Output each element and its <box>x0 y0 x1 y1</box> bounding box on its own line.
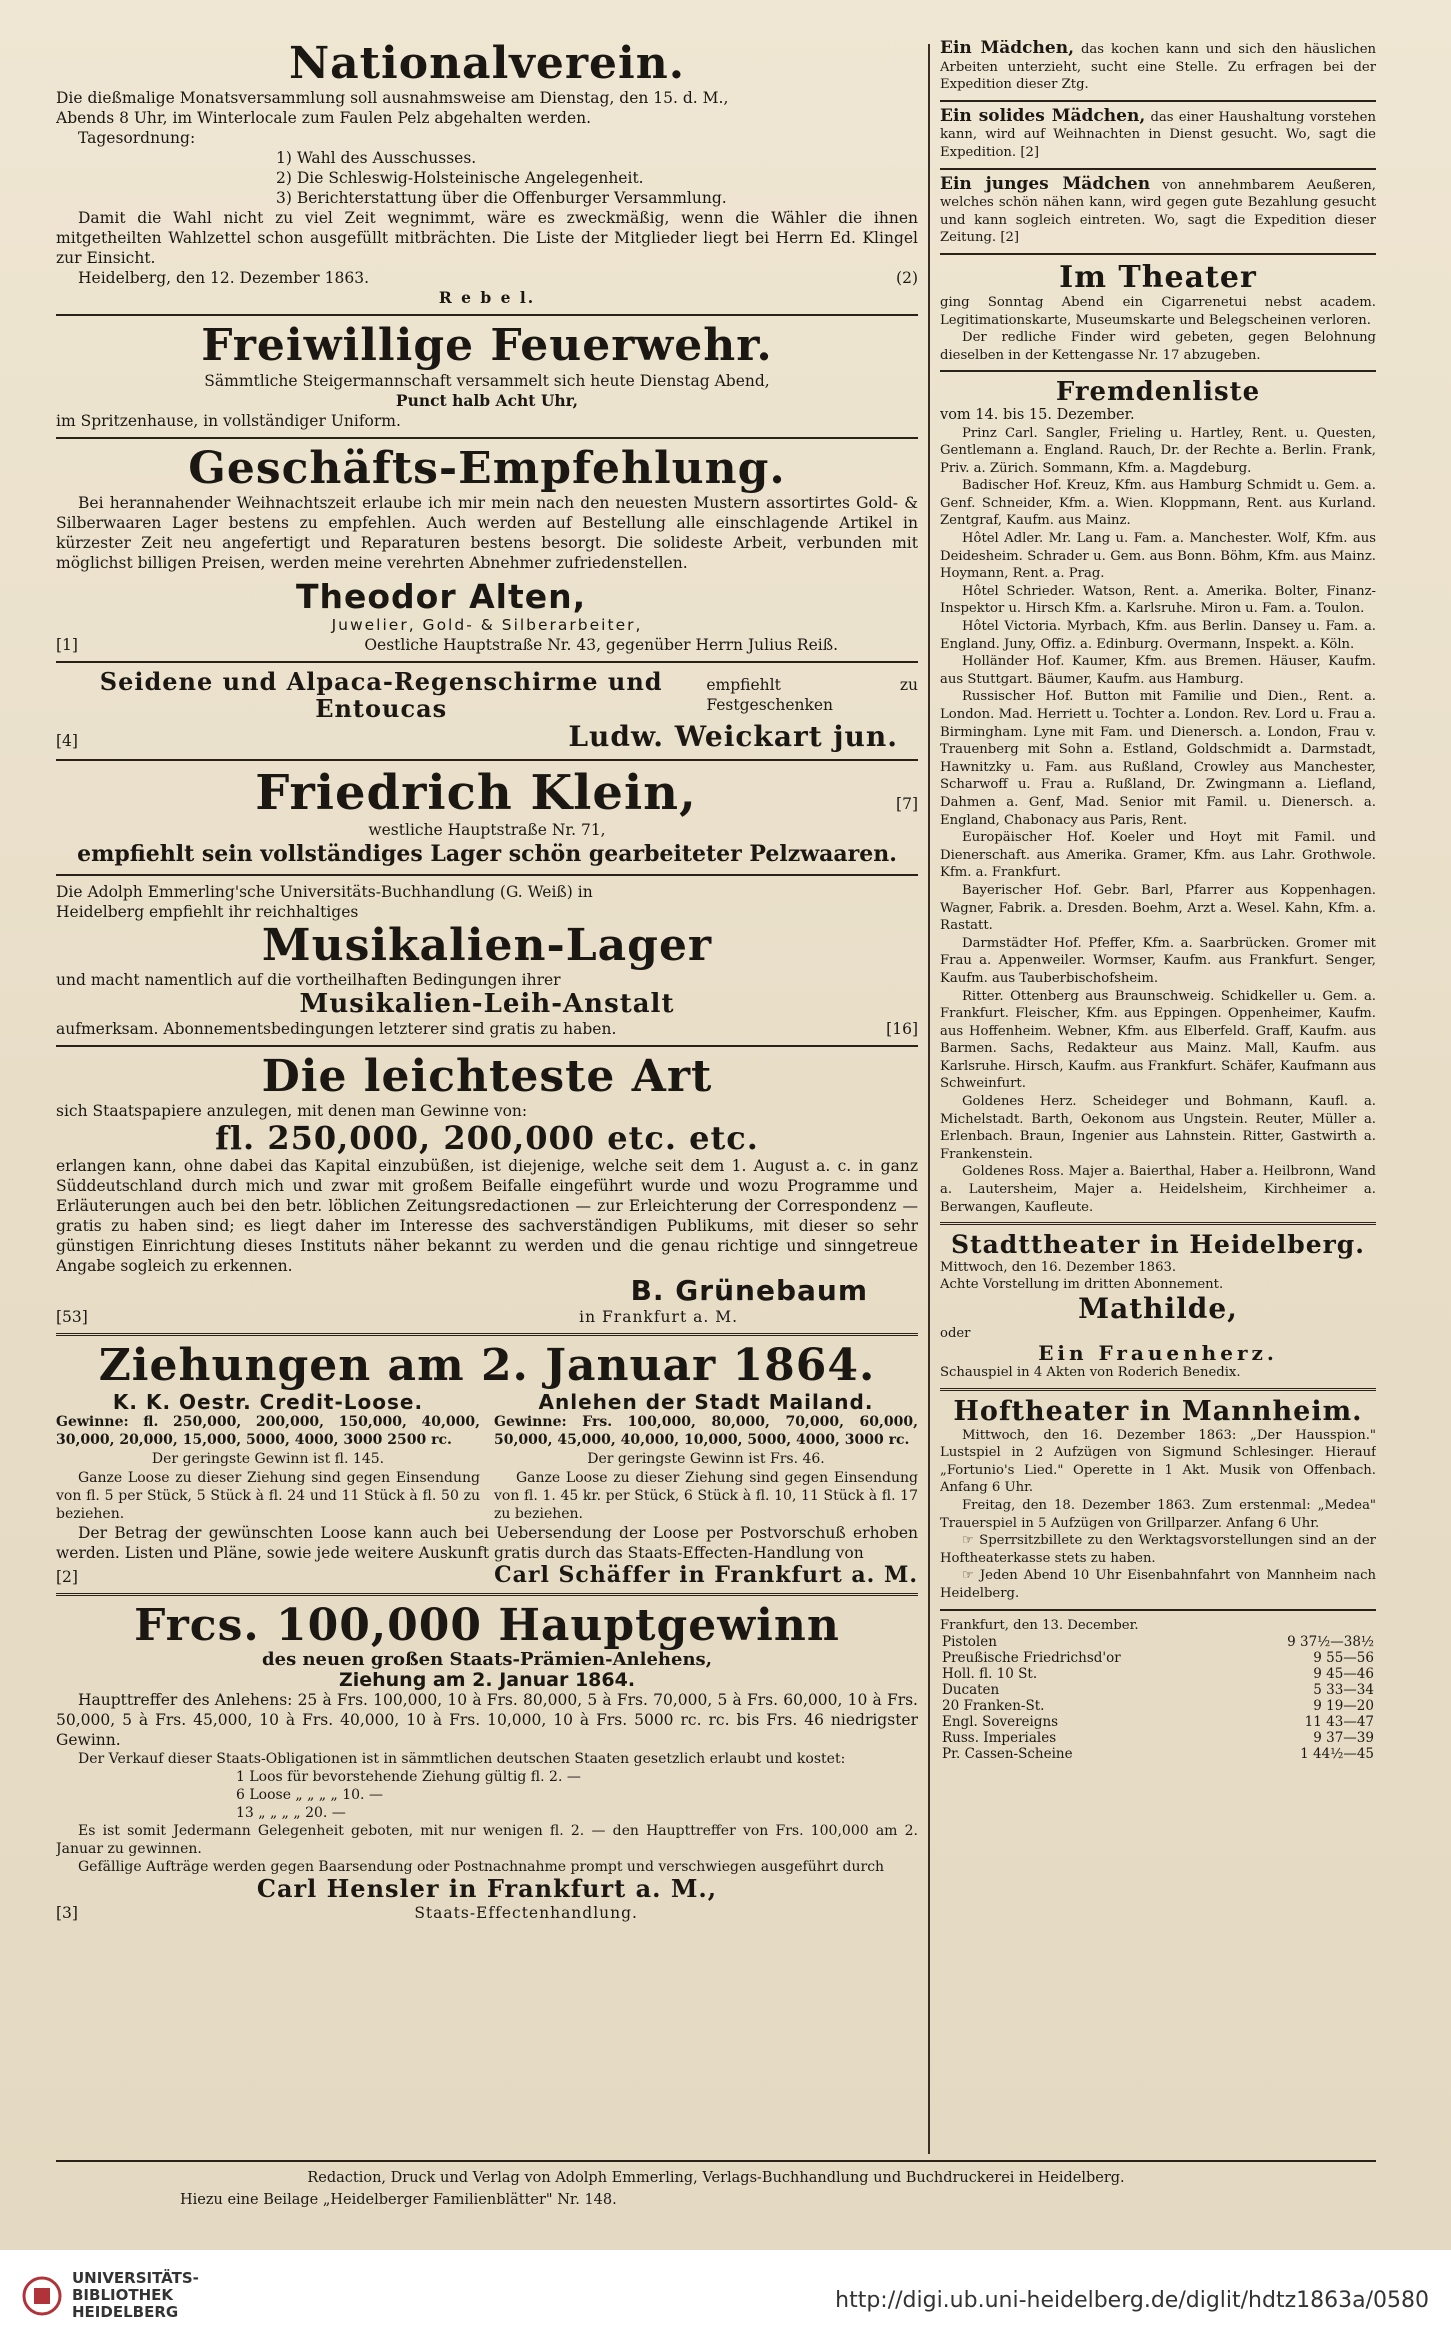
ff-coin: 20 Franken-St. <box>942 1698 1045 1715</box>
mu-line-4: aufmerksam. Abonnementsbedingungen letzterer sind gratis zu haben. <box>56 1019 617 1038</box>
hg-price-2: 6 Loose „ „ „ „ 10. — <box>236 1787 383 1804</box>
fr-entry: Hôtel Schrieder. Watson, Rent. a. Amerika. Bolter, Finanz-Inspektor u. Hirsch Kfm. a. Karlsruhe. Miron u. Fam. a. Toulon. <box>940 583 1376 617</box>
st-vorstellung: Achte Vorstellung im dritten Abonnement. <box>940 1277 1224 1293</box>
zi-body: Der Betrag der gewünschten Loose kann auch bei Uebersendung der Loose per Postvorschuß erhoben werden. Listen und Pläne, sowie jede weitere Auskunft gratis durch das Staats-Effecten-Handlung von <box>56 1523 918 1562</box>
fr-entry: Holländer Hof. Kaumer, Kfm. aus Bremen. Häuser, Kaufm. aus Stuttgart. Bäumer, Kaufm. aus Hamburg. <box>940 654 1376 687</box>
credit-loose-block <box>56 1391 480 1523</box>
musikalien-ad <box>56 882 918 1039</box>
hg-price-3: 13 „ „ „ „ 20. — <box>236 1805 346 1822</box>
mu-title: Musikalien-Lager <box>261 919 713 971</box>
nationalverein-title: Nationalverein. <box>288 40 686 89</box>
frankfurt-rates <box>940 1617 1376 1763</box>
ziehungen-ad <box>56 1342 918 1587</box>
zi-a-body: Ganze Loose zu dieser Ziehung sind gegen Einsendung von fl. 5 per Stück, 5 Stück à fl. 24 und 11 Stück à fl. 50 zu beziehen. <box>56 1469 480 1522</box>
m3-number: [2] <box>1000 230 1019 246</box>
library-name-line: BIBLIOTHEK <box>72 2286 173 2304</box>
divider <box>940 1222 1376 1225</box>
mu-line-3: und macht namentlich auf die vortheilhaften Bedingungen ihrer <box>56 971 561 990</box>
la-number: [53] <box>56 1308 88 1327</box>
st-title: Stadttheater in Heidelberg. <box>950 1230 1365 1260</box>
library-logo <box>22 2270 199 2321</box>
fk-address: westliche Hauptstraße Nr. 71, <box>368 820 606 839</box>
fr-entry: Goldenes Ross. Majer a. Baierthal, Haber a. Heilbronn, Wand a. Lautersheim, Majer a. Heidelsheim, Kirchheimer a. Berwangen, Kaufleute. <box>940 1164 1376 1215</box>
m2-body: das einer Haushaltung vorstehen kann, wird auf Weihnachten in Dienst gesucht. Wo, sagt die Expedition. <box>940 109 1376 160</box>
la-name: B. Grünebaum <box>630 1274 868 1308</box>
table-row <box>940 1730 1376 1746</box>
table-row <box>940 1650 1376 1666</box>
ff-rate: 1 44½—45 <box>1300 1746 1374 1763</box>
divider <box>940 168 1376 170</box>
hm-body-3: ☞ Sperrsitzbillete zu den Werktagsvorstellungen sind an der Hoftheaterkasse stets zu haben. <box>940 1533 1376 1566</box>
mailand-block <box>494 1391 918 1523</box>
imprint-line-2: Hiezu eine Beilage „Heidelberger Familienblätter" Nr. 148. <box>180 2192 617 2208</box>
klein-ad <box>56 767 918 868</box>
fr-entry: Europäischer Hof. Koeler und Hoyt mit Famil. und Dienerschaft. aus Amerika. Gramer, Kfm. aus Lahr. Grothwole. Kfm. a. Frankfurt. <box>940 830 1376 881</box>
la-city: in Frankfurt a. M. <box>579 1308 738 1327</box>
mu-line-1: Die Adolph Emmerling'sche Universitäts-Buchhandlung (G. Weiß) in <box>56 882 593 901</box>
fr-entry: Badischer Hof. Kreuz, Kfm. aus Hamburg Schmidt u. Gem. a. Genf. Schneider, Kfm. a. Wien. Kloppmann, Rent. aus Kurland. Zentgraf, Kaufm. aus Mainz. <box>940 478 1376 529</box>
m2-number: [2] <box>1020 144 1040 160</box>
library-seal-icon <box>22 2274 62 2318</box>
fr-entry: Bayerischer Hof. Gebr. Barl, Pfarrer aus Koppenhagen. Wagner, Fabrik. a. Dresden. Boehm, Arzt a. Wesel. Kahn, Kfm. a. Rastatt. <box>940 882 1376 934</box>
hg-body: Haupttreffer des Anlehens: 25 à Frs. 100,000, 10 à Frs. 80,000, 5 à Frs. 70,000, 5 à Frs. 60,000, 10 à Frs. 50,000, 5 à Frs. 45,000, 10 à Frs. 40,000, 10 à Frs. 10,000, 10 à Frs. 5000 rc. rc. bis Frs. 46 niedrigster Gewinn. <box>56 1691 918 1750</box>
regenschirme-ad <box>56 669 918 753</box>
ff-coin: Holl. fl. 10 St. <box>942 1666 1038 1683</box>
fr-entry: Hôtel Adler. Mr. Lang u. Fam. a. Manchester. Wolf, Kfm. aus Deidesheim. Schrader u. Gem. aus Bonn. Böhm, Kfm. aus Mainz. Hoymann, Rent. a. Prag. <box>940 531 1376 582</box>
divider <box>940 370 1376 372</box>
fr-entry: Goldenes Herz. Scheideger und Bohmann, Kaufl. a. Michelstadt. Barth, Oekonom aus Ungstein. Reuter, Müller a. Erlenbach. Braun, Ingenier aus Lahnstein. Ritter, Gastwirth a. Frankenstein. <box>940 1094 1376 1162</box>
fk-name: Friedrich Klein, <box>255 765 697 822</box>
maedchen-ad-1 <box>940 40 1376 94</box>
divider <box>940 100 1376 102</box>
hg-date: Ziehung am 2. Januar 1864. <box>338 1669 636 1692</box>
fr-title: Fremdenliste <box>1055 377 1261 408</box>
th-body: ging Sonntag Abend ein Cigarrenetui nebst academ. Legitimationskarte, Museumskarte und Belegscheinen verloren. <box>940 294 1376 328</box>
st-play: Mathilde, <box>1078 1291 1238 1325</box>
sr-name: Ludw. Weickart jun. <box>568 720 898 754</box>
hg-line-4: Gefällige Aufträge werden gegen Baarsendung oder Postnachnahme prompt und verschwiegen ausgeführt durch <box>78 1859 885 1876</box>
la-amount: fl. 250,000, 200,000 etc. etc. <box>215 1119 759 1158</box>
ff-coin: Pr. Cassen-Scheine <box>942 1746 1073 1763</box>
zi-b-title: Anlehen der Stadt Mailand. <box>538 1389 874 1414</box>
st-sub: Ein Frauenherz. <box>1038 1341 1278 1366</box>
mu-title-2: Musikalien-Leih-Anstalt <box>299 989 675 1020</box>
left-column <box>56 40 918 1923</box>
imprint-line-1: Redaction, Druck und Verlag von Adolph Emmerling, Verlags-Buchhandlung und Buchdruckerei in Heidelberg. <box>307 2170 1125 2186</box>
table-row <box>940 1682 1376 1698</box>
ff-table <box>940 1634 1376 1762</box>
divider <box>56 759 918 761</box>
ff-coin: Preußische Friedrichsd'or <box>942 1650 1121 1667</box>
stadttheater-ad <box>940 1231 1376 1382</box>
m1-body: das kochen kann und sich den häuslichen Arbeiten unterzieht, sucht eine Stelle. Zu erfragen bei der Expedition dieser Ztg. <box>940 42 1376 93</box>
maedchen-ad-2 <box>940 105 1376 162</box>
feuerwehr-ad <box>56 322 918 430</box>
table-row <box>940 1666 1376 1682</box>
nv-agenda-label: Tagesordnung: <box>78 129 196 148</box>
st-desc: Schauspiel in 4 Akten von Roderich Benedix. <box>940 1365 1241 1381</box>
la-line-1: sich Staatspapiere anzulegen, mit denen man Gewinne von: <box>56 1102 528 1121</box>
nv-line-2: Abends 8 Uhr, im Winterlocale zum Faulen Pelz abgehalten werden. <box>56 109 592 128</box>
library-name-line: UNIVERSITÄTS- <box>72 2269 199 2287</box>
ff-title: Frankfurt, den 13. December. <box>940 1617 1139 1633</box>
table-row <box>940 1714 1376 1730</box>
hg-name: Carl Hensler in Frankfurt a. M., <box>256 1874 718 1904</box>
ff-coin: Ducaten <box>942 1682 1000 1699</box>
ff-rate: 11 43—47 <box>1304 1714 1374 1731</box>
hoftheater-ad <box>940 1397 1376 1603</box>
zi-a-win: Gewinne: fl. 250,000, 200,000, 150,000, 40,000, 30,000, 20,000, 15,000, 5000, 4000, 3000 2500 rc. <box>56 1413 480 1448</box>
m3-body: von annehmbarem Aeußeren, welches schön nähen kann, wird gegen gute Bezahlung gesucht und kann sogleich eintreten. Wo, sagt die Expedition dieser Zeitung. <box>940 177 1376 246</box>
hg-price-1: 1 Loos für bevorstehende Ziehung gültig fl. 2. — <box>236 1769 581 1786</box>
nv-signature: R e b e l. <box>438 288 536 308</box>
library-name <box>72 2270 199 2321</box>
nv-agenda-2: 2) Die Schleswig-Holsteinische Angelegenheit. <box>276 169 644 188</box>
sr-number: [4] <box>56 732 78 751</box>
fk-line: empfiehlt sein vollständiges Lager schön gearbeiteter Pelzwaaren. <box>77 840 897 867</box>
fr-entry: Russischer Hof. Button mit Familie und Dien., Rent. a. London. Mad. Herriett u. Tochter a. London. Rev. Lord u. Frau a. Birmingham. Lyne mit Fam. und Dienersch. a. London, Frau v. Trauenberg mit Sohn a. Estland, Goldschmidt a. Darmstadt, Hawnitzky u. Fam. aus Rußland, Crowley aus Manchester, Scharwoff u. Frau a. Rußland, Dr. Zwingmann a. Liefland, Dahmen a. Genf, Mad. Senior mit Famil. u. Dienersch. a. England, Chabonacy aus Paris, Rent. <box>940 689 1376 828</box>
nv-agenda-3: 3) Berichterstattung über die Offenburger Versammlung. <box>276 189 727 208</box>
nv-agenda-1: 1) Wahl des Ausschusses. <box>276 149 477 168</box>
table-row <box>940 1634 1376 1650</box>
ff-coin: Russ. Imperiales <box>942 1730 1057 1747</box>
la-body: erlangen kann, ohne dabei das Kapital einzubüßen, ist diejenige, welche seit dem 1. August a. c. in ganz Süddeutschland durch mich und zwar mit großem Beifalle eingeführt wurde und wozu Programme und Erläuterungen auch bei den betr. löblichen Zeitungsredactionen — zur Erleichterung der Correspondenz — gratis zu haben sind; es liegt daher im Interesse des sachverständigen Publikums, mit dieser so sehr günstigen Einrichtung dieses Instituts näher bekannt zu werden und die genau richtige und sinngetreue Angabe sogleich zu erkennen. <box>56 1157 918 1276</box>
ge-number: [1] <box>56 636 78 655</box>
nv-body: Damit die Wahl nicht zu viel Zeit wegnimmt, wäre es zweckmäßig, wenn die Wähler die ihnen mitgetheilten Wahlzettel schon ausgefüllt mitbrächten. Die Liste der Mitglieder liegt bei Herrn Ed. Klingel zur Einsicht. <box>56 209 918 268</box>
column-separator <box>928 44 930 2154</box>
m3-title: Ein junges Mädchen <box>940 173 1151 194</box>
fw-line-2: Punct halb Acht Uhr, <box>395 390 579 410</box>
zi-b-min: Der geringste Gewinn ist Frs. 46. <box>587 1450 825 1467</box>
hg-number: [3] <box>56 1903 78 1922</box>
m2-title: Ein solides Mädchen, <box>940 105 1146 126</box>
geschaefts-ad <box>56 442 918 656</box>
ge-name: Theodor Alten, <box>296 577 587 617</box>
right-column <box>940 40 1376 1762</box>
th-title: Im Theater <box>1059 259 1257 295</box>
fr-date: vom 14. bis 15. Dezember. <box>940 406 1135 423</box>
hm-body: Mittwoch, den 16. Dezember 1863: „Der Hausspion." Lustspiel in 2 Aufzügen von Sigmund Schlesinger. Hierauf „Fortunio's Lied." Operette in 1 Akt. Musik von Offenbach. Anfang 6 Uhr. <box>940 1427 1376 1496</box>
divider <box>940 1609 1376 1611</box>
ge-body: Bei herannahender Weihnachtszeit erlaube ich mir mein nach den neuesten Mustern assortirtes Gold- & Silberwaaren Lager bestens zu empfehlen. Auch werden auf Bestellung alle einschlagende Artikel in kürzester Zeit neu angefertigt und Reparaturen bestens besorgt. Die solideste Arbeit, verbunden mit möglichst billigen Preisen, werden meine verehrten Abnehmer zufriedenstellen. <box>56 494 918 573</box>
ff-coin: Pistolen <box>942 1634 997 1651</box>
nv-line-1: Die dießmalige Monatsversammlung soll ausnahmsweise am Dienstag, den 15. d. M., <box>56 89 729 108</box>
m1-title: Ein Mädchen, <box>940 40 1074 58</box>
divider <box>56 1045 918 1047</box>
zi-a-title: K. K. Oestr. Credit-Loose. <box>112 1389 424 1414</box>
mu-number: [16] <box>886 1019 918 1038</box>
fremdenliste <box>940 378 1376 1216</box>
source-url[interactable]: http://digi.ub.uni-heidelberg.de/diglit/hdtz1863a/0580 <box>835 2288 1429 2313</box>
table-row <box>940 1698 1376 1714</box>
hg-sub: des neuen großen Staats-Prämien-Anlehens, <box>262 1649 712 1671</box>
fr-entry: Ritter. Ottenberg aus Braunschweig. Schidkeller u. Gem. a. Frankfurt. Fleischer, Kfm. aus Eppingen. Oppenheimer, Kaufm. aus Hoffenheim. Webner, Kfm. aus Elberfeld. Graff, Kaufm. aus Barmen. Sachs, Redakteur aus Mainz. Mall, Kaufm. aus Karlsruhe. Hirsch, Kaufm. aus Frankfurt. Schäfer, Kaufmann aus Schweinfurt. <box>940 988 1376 1092</box>
hg-sub-2: Staats-Effectenhandlung. <box>414 1903 638 1922</box>
ff-rate: 9 37½—38½ <box>1287 1634 1374 1651</box>
ff-rate: 5 33—34 <box>1313 1682 1374 1699</box>
fr-entry: Darmstädter Hof. Pfeffer, Kfm. a. Saarbrücken. Gromer mit Frau a. Appenweiler. Wormser, Kaufm. aus Frankfurt. Senger, Kaufm. aus Tauberbischofsheim. <box>940 935 1376 986</box>
ff-rate: 9 19—20 <box>1313 1698 1374 1715</box>
library-name-line: HEIDELBERG <box>72 2303 179 2321</box>
zi-name: Carl Schäffer in Frankfurt a. M. <box>494 1561 918 1588</box>
divider <box>56 314 918 316</box>
divider <box>56 1593 918 1596</box>
hm-body-2: Freitag, den 18. Dezember 1863. Zum erstenmal: „Medea" Trauerspiel in 5 Aufzügen von Grillparzer. Anfang 6 Uhr. <box>940 1497 1376 1531</box>
divider <box>56 874 918 876</box>
ff-rate: 9 37—39 <box>1313 1730 1374 1747</box>
zi-number: [2] <box>56 1567 78 1586</box>
st-date: Mittwoch, den 16. Dezember 1863. <box>940 1259 1177 1275</box>
ff-rate: 9 55—56 <box>1313 1650 1374 1667</box>
library-footer <box>0 2250 1451 2351</box>
hg-title: Frcs. 100,000 Hauptgewinn <box>134 1599 840 1651</box>
fr-entry: Hôtel Victoria. Myrbach, Kfm. aus Berlin. Dansey u. Fam. a. England. Juny, Offiz. a. Edinburg. Overmann, Inspekt. a. Köln. <box>940 619 1376 652</box>
ff-coin: Engl. Sovereigns <box>942 1714 1059 1731</box>
zi-b-body: Ganze Loose zu dieser Ziehung sind gegen Einsendung von fl. 1. 45 kr. per Stück, 6 Stück à fl. 10, 11 Stück à fl. 17 zu beziehen. <box>494 1469 918 1522</box>
zi-b-win: Gewinne: Frs. 100,000, 80,000, 70,000, 60,000, 50,000, 45,000, 40,000, 10,000, 5000, 4000, 3000 rc. <box>494 1413 918 1448</box>
fw-line-1: Sämmtliche Steigermannschaft versammelt sich heute Dienstag Abend, <box>204 371 770 390</box>
maedchen-ad-3 <box>940 173 1376 247</box>
hm-body-4: ☞ Jeden Abend 10 Uhr Eisenbahnfahrt von Mannheim nach Heidelberg. <box>940 1568 1376 1601</box>
divider <box>56 437 918 439</box>
zi-a-min: Der geringste Gewinn ist fl. 145. <box>151 1450 385 1467</box>
divider <box>940 253 1376 255</box>
hauptgewinn-ad <box>56 1599 918 1923</box>
zi-title: Ziehungen am 2. Januar 1864. <box>98 1340 876 1392</box>
geschaefts-title: Geschäfts-Empfehlung. <box>188 442 786 494</box>
la-title: Die leichteste Art <box>261 1050 713 1102</box>
nationalverein-ad <box>56 40 918 308</box>
nv-date: Heidelberg, den 12. Dezember 1863. <box>78 269 370 288</box>
sr-tail: empfiehlt zu Festgeschenken <box>706 676 918 715</box>
theater-lost-ad <box>940 261 1376 364</box>
hg-line-2: Der Verkauf dieser Staats-Obligationen ist in sämmtlichen deutschen Staaten gesetzlich erlaubt und kostet: <box>78 1751 846 1768</box>
ge-address: Oestliche Hauptstraße Nr. 43, gegenüber Herrn Julius Reiß. <box>364 636 838 655</box>
ge-sub: Juwelier, Gold- & Silberarbeiter, <box>331 616 643 635</box>
th-body-2: Der redliche Finder wird gebeten, gegen Belohnung dieselben in der Kettengasse Nr. 17 abzugeben. <box>940 330 1376 363</box>
divider <box>940 1388 1376 1391</box>
divider <box>56 661 918 663</box>
st-oder: oder <box>940 1325 971 1341</box>
mu-line-2: Heidelberg empfiehlt ihr reichhaltiges <box>56 902 359 921</box>
bottom-rule <box>56 2160 1376 2162</box>
leichteste-art-ad <box>56 1050 918 1327</box>
sr-title: Seidene und Alpaca-Regenschirme und Entoucas <box>99 667 663 723</box>
hm-title: Hoftheater in Mannheim. <box>953 1395 1363 1427</box>
nv-number: (2) <box>896 269 918 288</box>
divider <box>56 1333 918 1336</box>
hg-line-3: Es ist somit Jedermann Gelegenheit geboten, mit nur wenigen fl. 2. — den Haupttreffer von Frs. 100,000 am 2. Januar zu gewinnen. <box>56 1823 918 1858</box>
feuerwehr-title: Freiwillige Feuerwehr. <box>201 320 773 372</box>
fk-number: [7] <box>896 795 918 814</box>
ff-rate: 9 45—46 <box>1313 1666 1374 1683</box>
fr-entry: Prinz Carl. Sangler, Frieling u. Hartley, Rent. u. Questen, Gentlemann a. England. Rauch, Dr. der Rechte a. Berlin. Frank, Priv. a. Zürich. Sommann, Kfm. a. Magdeburg. <box>940 425 1376 476</box>
table-row <box>940 1746 1376 1762</box>
fw-line-3: im Spritzenhause, in vollständiger Uniform. <box>56 411 401 430</box>
